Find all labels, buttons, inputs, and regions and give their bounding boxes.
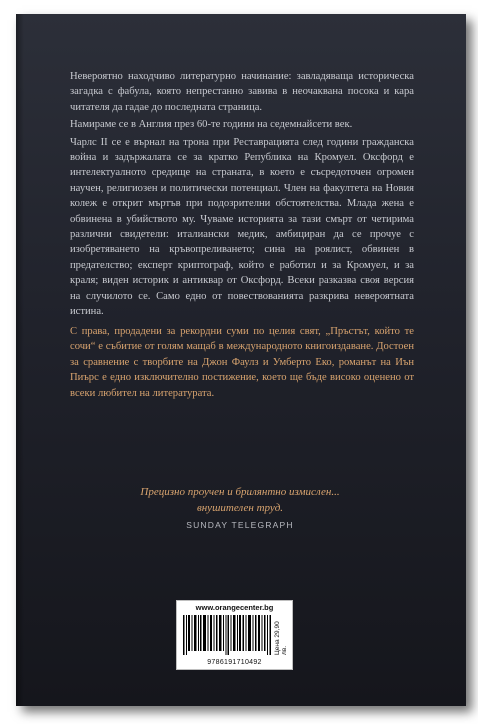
description-paragraph-3: Чарлс II се е върнал на трона при Реставрацията след години гражданска война и задържалата се за кратко Република на Кромуел. Оксфорд е интелектуалното средище на страната, в което е съсредоточен огромен научен, религиозен и политически потенциал. Член на факултета на Новия колеж е открит мъртъв при подозрителни обстоятелства. Млада жена е обвинена в убийството му. Чуваме историята за тази смърт от четирима различни свидетели: италиански медик, амбициран да се прочуе с изобретяването на кръвопреливането; сина на роялист, обвинен в предателство; експерт криптограф, който е работил и за Кромуел, и за краля; виден историк и антиквар от Оксфорд. Всеки разказва своя версия на случилото се. Само едно от повествованията разкрива невероятната истина. xyxy=(70,136,414,318)
barcode-icon xyxy=(183,615,271,655)
price-label: Цена 29,90 лв. xyxy=(274,621,288,655)
promo-paragraph: С права, продадени за рекордни суми по целия свят, „Пръстът, който те сочи“ е събитие от голям мащаб в международното книгоиздаване. Достоен за сравнение с творбите на Джон Фаулз и Умберто Еко, романът на Иън Пиърс е едно изключително постижение, което ще бъде високо оценено от всеки любител на литературата. xyxy=(70,326,414,399)
promo-block xyxy=(70,324,414,401)
publisher-website: www.orangecenter.bg xyxy=(195,603,274,612)
book-description xyxy=(70,69,414,320)
description-paragraph-1: Невероятно находчиво литературно начинание: завладяваща историческа загадка с фабула, която непрестанно завива в неочаквана посока и кара читателя да гадае до последната страница. xyxy=(70,71,414,113)
quote-line-1: Прецизно проучен и брилянтно измислен... xyxy=(140,486,340,498)
review-quote xyxy=(56,484,424,516)
isbn-number: 9786191710492 xyxy=(207,659,262,666)
barcode-label xyxy=(176,600,293,670)
quote-source: SUNDAY TELEGRAPH xyxy=(186,520,294,530)
quote-line-2: внушителен труд. xyxy=(196,502,284,514)
spine-shadow xyxy=(16,14,24,706)
description-paragraph-2: Намираме се в Англия през 60-те години на седемнайсети век. xyxy=(70,119,353,131)
book-back-cover xyxy=(16,14,466,706)
